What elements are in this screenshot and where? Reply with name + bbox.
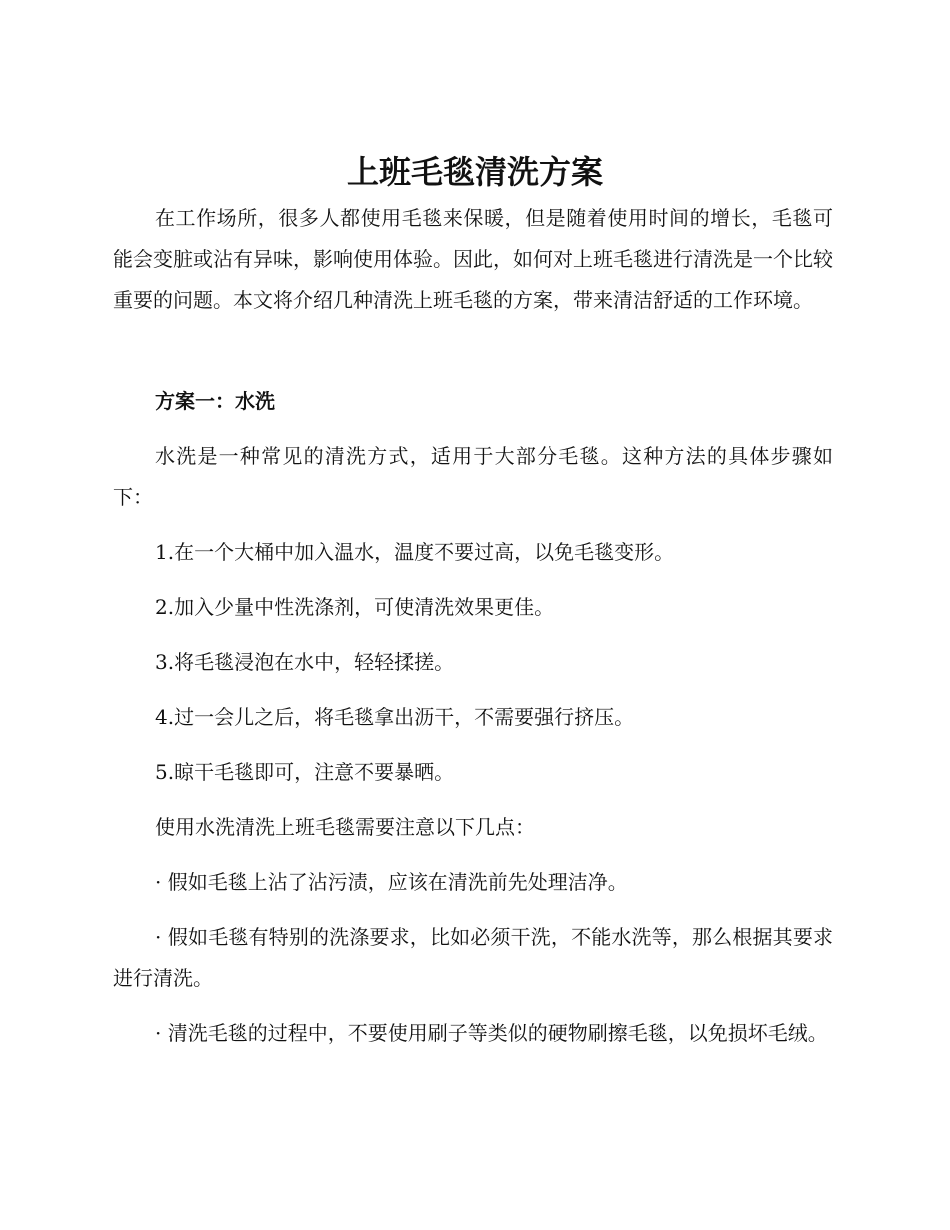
note-item: · 假如毛毯有特别的洗涤要求，比如必须干洗，不能水洗等，那么根据其要求进行清洗。 bbox=[113, 925, 833, 990]
intro-paragraph: 在工作场所，很多人都使用毛毯来保暖，但是随着使用时间的增长，毛毯可能会变脏或沾有异味，影响使用体验。因此，如何对上班毛毯进行清洗是一个比较重要的问题。本文将介绍几种清洗上班毛毯的方案，带来清洁舒适的工作环境。 bbox=[113, 206, 833, 312]
section-heading: 方案一：水洗 bbox=[155, 389, 275, 413]
section-description: 水洗是一种常见的清洗方式，适用于大部分毛毯。这种方法的具体步骤如下： bbox=[113, 444, 833, 509]
step-item: 4.过一会儿之后，将毛毯拿出沥干，不需要强行挤压。 bbox=[155, 705, 635, 729]
step-item: 5.晾干毛毯即可，注意不要暴晒。 bbox=[155, 760, 455, 784]
step-item: 3.将毛毯浸泡在水中，轻轻揉搓。 bbox=[155, 650, 455, 674]
step-item: 2.加入少量中性洗涤剂，可使清洗效果更佳。 bbox=[155, 595, 555, 619]
page-title: 上班毛毯清洗方案 bbox=[346, 153, 603, 191]
note-item: · 假如毛毯上沾了沾污渍，应该在清洗前先处理洁净。 bbox=[155, 870, 628, 894]
notes-intro: 使用水洗清洗上班毛毯需要注意以下几点： bbox=[155, 815, 535, 839]
note-item: · 清洗毛毯的过程中，不要使用刷子等类似的硬物刷擦毛毯，以免损坏毛绒。 bbox=[155, 1021, 828, 1045]
step-item: 1.在一个大桶中加入温水，温度不要过高，以免毛毯变形。 bbox=[155, 540, 675, 564]
